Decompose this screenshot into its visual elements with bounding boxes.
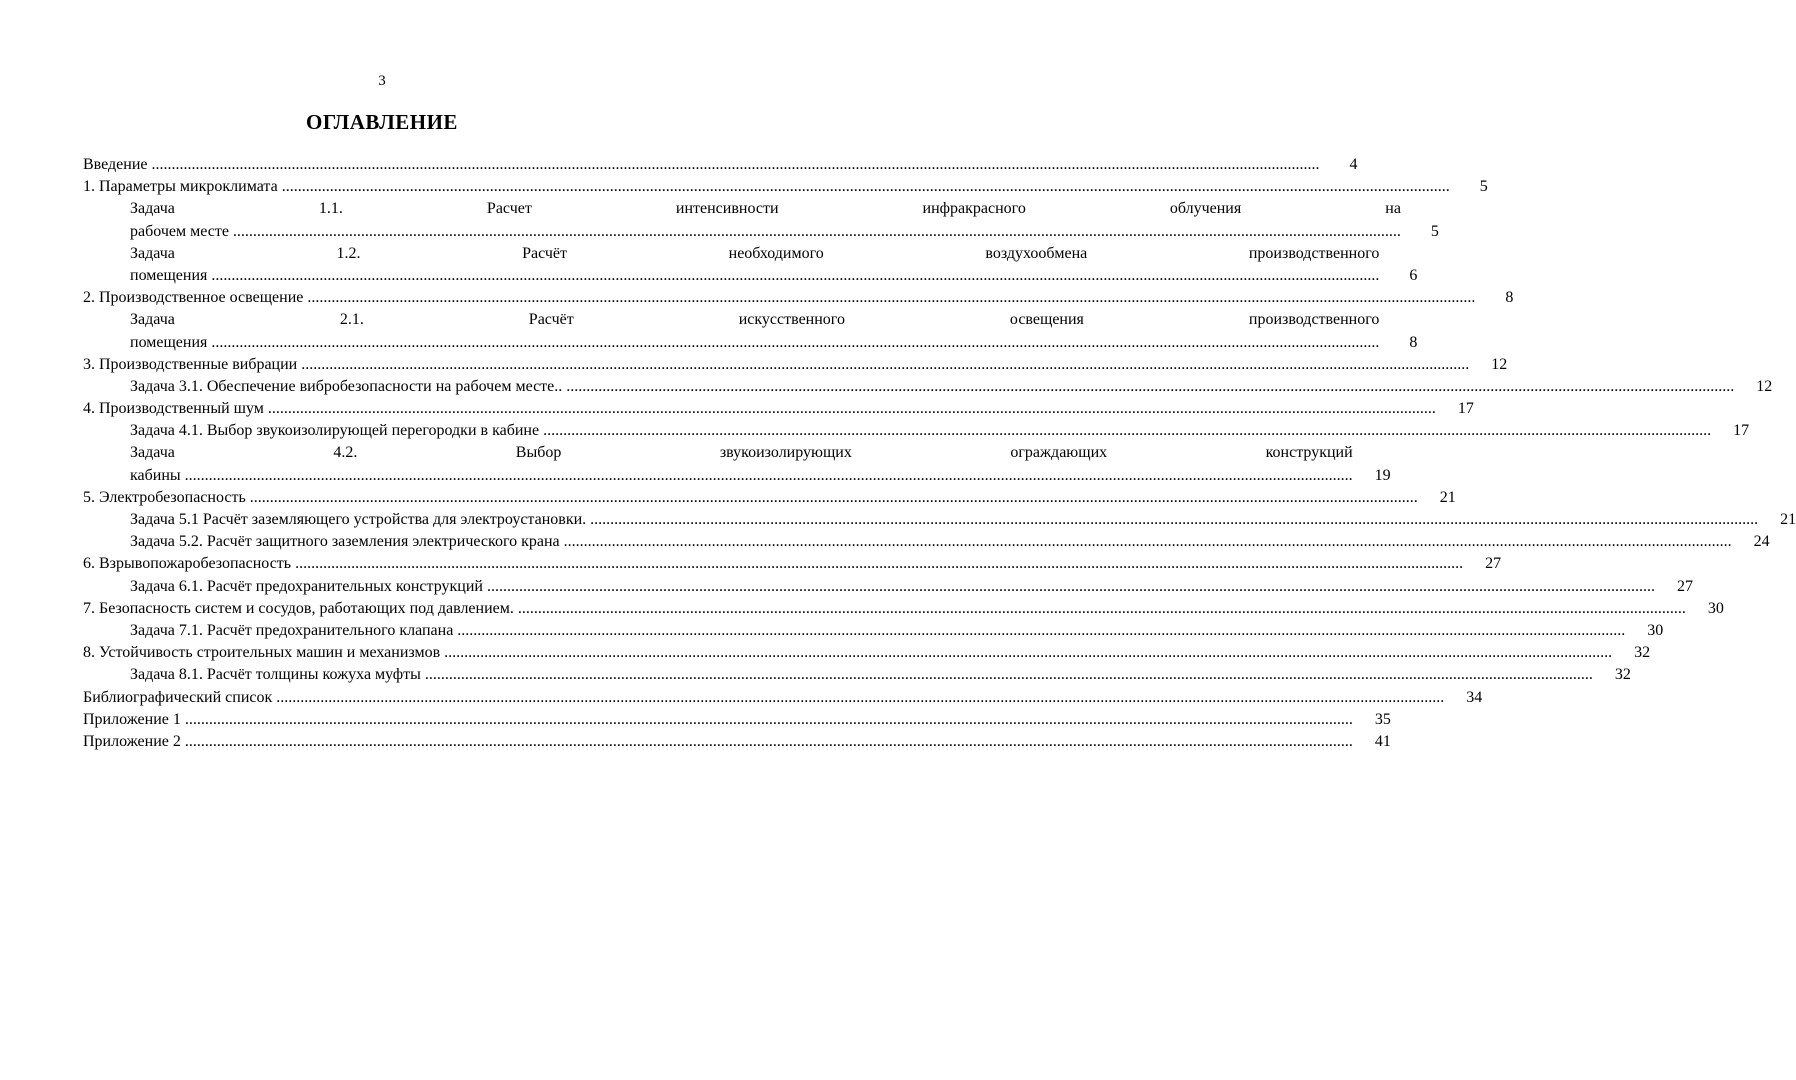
toc-entry-task-4-1[interactable]: Задача 4.1. Выбор звукоизолирующей перегородки в кабине ..... 17 bbox=[83, 420, 683, 442]
toc-entry-task-4-2[interactable]: Задача 4.2. Выбор звукоизолирующих ограждающих конструкций кабины ..... 19 bbox=[83, 442, 683, 486]
toc-entry-section-2[interactable]: 2. Производственное освещение ..... 8 bbox=[83, 287, 683, 309]
toc-entry-task-1-1[interactable]: Задача 1.1. Расчет интенсивности инфракрасного облучения на рабочем месте ..... 5 bbox=[83, 198, 683, 242]
toc-entry-task-2-1[interactable]: Задача 2.1. Расчёт искусственного освещения производственного помещения ..... 8 bbox=[83, 309, 683, 353]
toc-entry-task-3-1[interactable]: Задача 3.1. Обеспечение вибробезопасности на рабочем месте.. ..... 12 bbox=[83, 376, 683, 398]
toc-entry-section-5[interactable]: 5. Электробезопасность ..... 21 bbox=[83, 487, 683, 509]
toc-entry-appendix-2[interactable]: Приложение 2 ..... 41 bbox=[83, 731, 683, 753]
toc-entry-section-6[interactable]: 6. Взрывопожаробезопасность ..... 27 bbox=[83, 553, 683, 575]
toc-entry-introduction[interactable]: Введение ..... 4 bbox=[83, 154, 683, 176]
toc-entry-section-1[interactable]: 1. Параметры микроклимата ..... 5 bbox=[83, 176, 683, 198]
toc-entry-section-7[interactable]: 7. Безопасность систем и сосудов, работающих под давлением. ..... 30 bbox=[83, 598, 683, 620]
toc-entry-task-8-1[interactable]: Задача 8.1. Расчёт толщины кожуха муфты ..... 32 bbox=[83, 664, 683, 686]
toc-entry-task-1-2[interactable]: Задача 1.2. Расчёт необходимого воздухообмена производственного помещения ..... 6 bbox=[83, 243, 683, 287]
toc-entry-task-7-1[interactable]: Задача 7.1. Расчёт предохранительного клапана ..... 30 bbox=[83, 620, 683, 642]
page-title: ОГЛАВЛЕНИЕ bbox=[306, 110, 458, 134]
table-of-contents bbox=[83, 154, 1796, 753]
page-number: 3 bbox=[378, 73, 386, 89]
toc-entry-section-8[interactable]: 8. Устойчивость строительных машин и механизмов ..... 32 bbox=[83, 642, 683, 664]
toc-entry-bibliography[interactable]: Библиографический список ..... 34 bbox=[83, 687, 683, 709]
toc-entry-section-3[interactable]: 3. Производственные вибрации ..... 12 bbox=[83, 354, 683, 376]
toc-entry-task-6-1[interactable]: Задача 6.1. Расчёт предохранительных конструкций ..... 27 bbox=[83, 576, 683, 598]
toc-entry-task-5-1[interactable]: Задача 5.1 Расчёт заземляющего устройства для электроустановки. ..... 21 bbox=[83, 509, 683, 531]
toc-entry-task-5-2[interactable]: Задача 5.2. Расчёт защитного заземления электрического крана ..... 24 bbox=[83, 531, 683, 553]
toc-entry-section-4[interactable]: 4. Производственный шум ..... 17 bbox=[83, 398, 683, 420]
toc-entry-appendix-1[interactable]: Приложение 1 ..... 35 bbox=[83, 709, 683, 731]
